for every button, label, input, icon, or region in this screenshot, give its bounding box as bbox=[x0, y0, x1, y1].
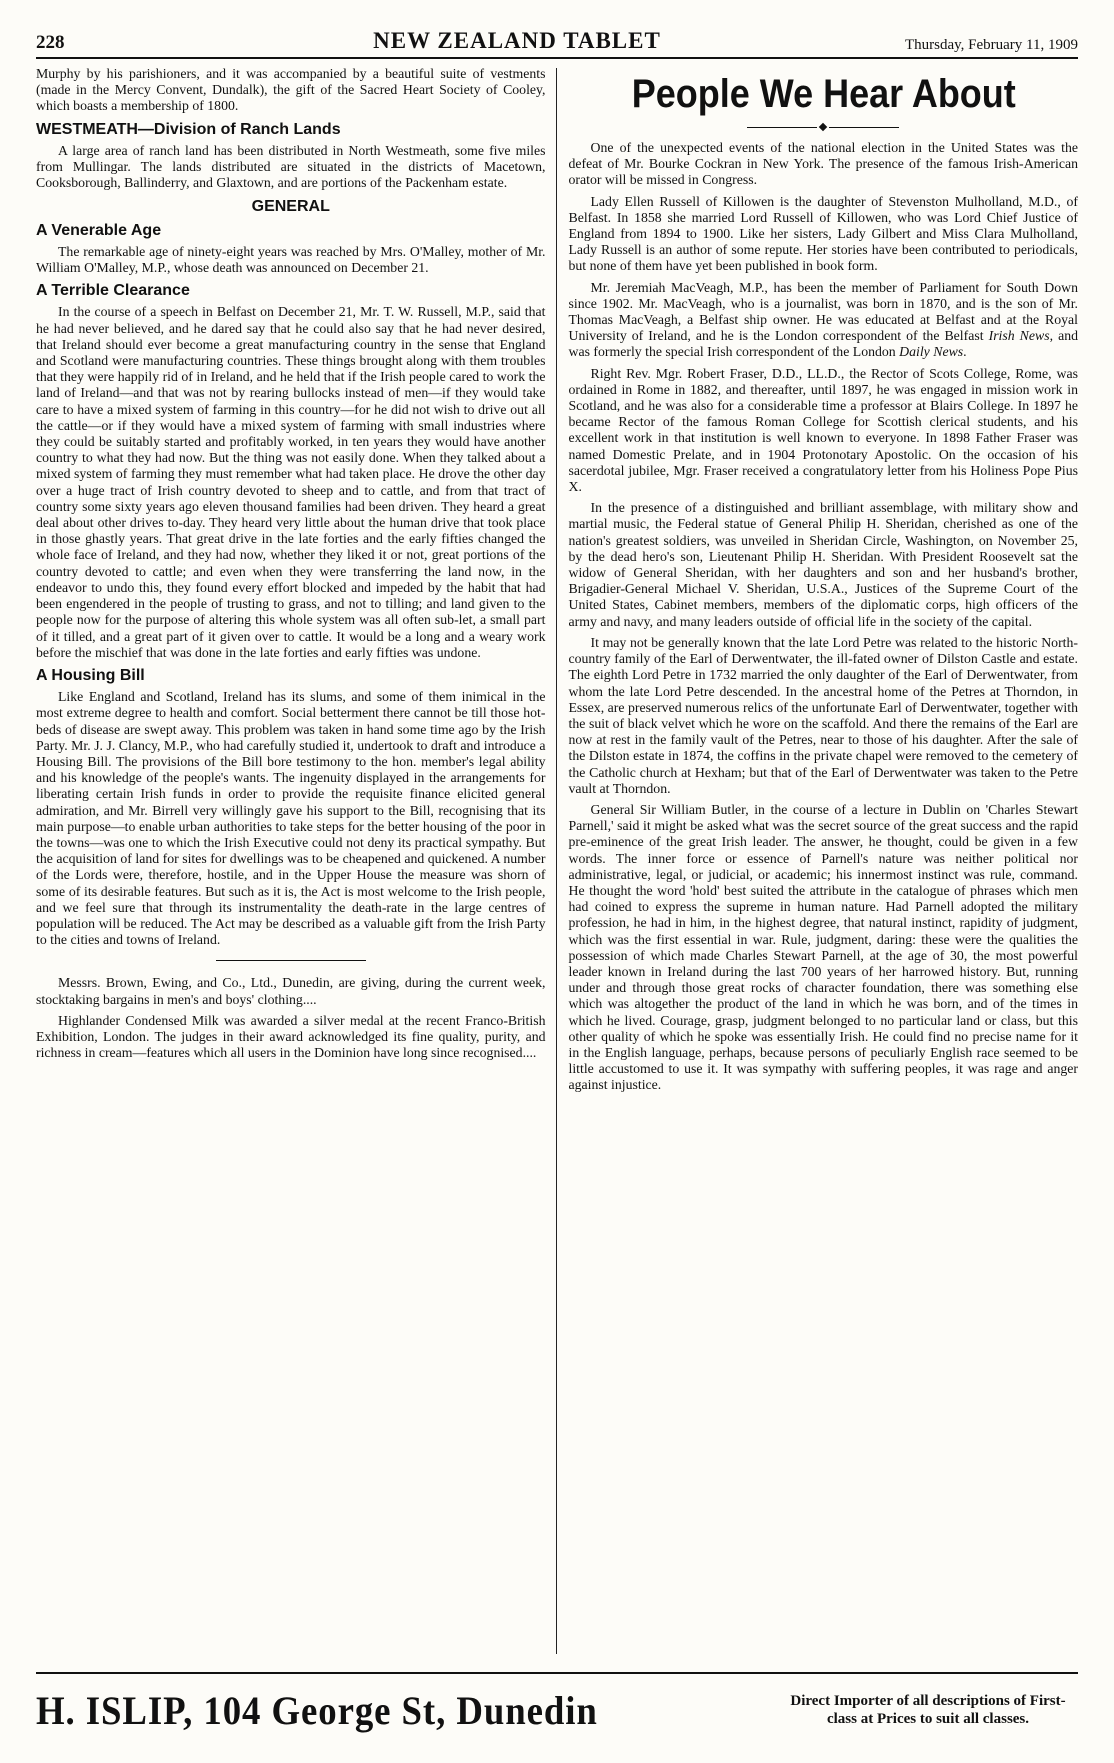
fraser-paragraph: Right Rev. Mgr. Robert Fraser, D.D., LL.D., the Rector of Scots College, Rome, was ordained in Rome in 1882, and thereafter, until 1897, he was engaged in mission work in Scotland, and he was also for a considerable time a professor at Blairs College. In 1897 he became Rector of the famous Roman College for Scottish clerical students, and his excellent work in that institution is well known to everyone. In 1898 Father Fraser was named Domestic Prelate, and in 1904 Protonotary Apostolic. On the occasion of his sacerdotal jubilee, Mgr. Fraser received a congratulatory letter from his Holiness Pope Pius X. bbox=[568, 365, 1078, 495]
venerable-age-heading: A Venerable Age bbox=[36, 221, 162, 239]
venerable-age-paragraph: The remarkable age of ninety-eight years was reached by Mrs. O'Malley, mother of Mr. William O'Malley, M.P., whose death was announced on December 21. bbox=[36, 243, 546, 276]
section-divider bbox=[216, 960, 366, 961]
macveagh-paragraph bbox=[569, 280, 1079, 361]
macveagh-text-end: . bbox=[963, 344, 967, 360]
brown-ewing-notice: Messrs. Brown, Ewing, and Co., Ltd., Dunedin, are giving, during the current week, stocktaking bargains in men's and boys' clothing.... bbox=[36, 975, 546, 1007]
masthead bbox=[36, 24, 1078, 59]
daily-news-title: Daily News bbox=[899, 344, 964, 360]
sheridan-paragraph: In the presence of a distinguished and brilliant assemblage, with military show and martial music, the Federal statue of General Philip H. Sheridan, cherished as one of the nation's greatest soldiers, was unveiled in Sheridan Circle, Washington, on November 25, by the dead hero's son, Lieutenant Philip H. Sheridan. With President Roosevelt sat the widow of General Sheridan, with her daughters and son and her husband's brother, Brigadier-General Michael V. Sheridan, U.S.A., Justices of the Supreme Court of the United States, Cabinet members, members of the diplomatic corps, high officers of the army and navy, and many leaders outside of official life in the society of the capital. bbox=[568, 500, 1078, 629]
general-heading: GENERAL bbox=[251, 198, 330, 216]
housing-bill-paragraph: Like England and Scotland, Ireland has its slums, and some of them inimical in the most extreme degree to health and comfort. Social betterment there cannot be till those hot-beds of disease are swept away. This problem was taken in hand some time ago by the Irish Party. Mr. J. J. Clancy, M.P., who had carefully studied it, undertook to draft and introduce a Housing Bill. The provisions of the Bill bore testimony to the hon. member's legal ability and his knowledge of the people's wants. The ingenuity displayed in the arrangements for liberating certain Irish funds in order to provide the requisite finance elicited general admiration, and Mr. Birrell very willingly gave his support to the Bill, recognising that its main purpose—to enable urban authorities to take steps for the better housing of the poor in the towns—was one to which the Irish Executive could not deny its practical sympathy. But the acquisition of land for sites for dwellings was to be cheapened and quickened. A number of the Lords were, therefore, hostile, and in the Upper House the measure was shorn of some of its desirable features. But such as it is, the Act is most welcome to the Irish people, and we feel sure that through its instrumentality the death-rate in the large centres of population will be reduced. The Act may be described as a valuable gift from the Irish Party to the cities and towns of Ireland. bbox=[36, 689, 546, 948]
macveagh-text-mid: , and was formerly the special Irish correspondent of the London bbox=[568, 328, 1078, 360]
issue-date: Thursday, February 11, 1909 bbox=[904, 37, 1078, 53]
ornament-line-right bbox=[829, 127, 899, 128]
butler-parnell-paragraph: General Sir William Butler, in the course of a lecture in Dublin on 'Charles Stewart Parnell,' said it might be asked what was the secret source of the great success and the rapid pre-eminence of the great Irish leader. The answer, he thought, could be given in a few words. The inner force or essence of Parnell's nature was neither political nor administrative, legal, or judicial, or academic; his innermost instinct was rule, command. He thought the word 'hold' best suited the attribute in the catalogue of phrases which men had coined to express the supreme in human nature. Had Parnell adopted the military profession, he had in him, in the highest degree, that natural instinct, rapidity of judgment, which was the first essential in war. Rule, judgment, daring: these were the qualities the possession of which made Charles Stewart Parnell, at the age of 30, the most powerful leader known in Ireland during the last 700 years of her harrowed history. But, running under and through those great rocks of character foundation, there was something else which was altogether the product of the land in which he was born, and of the times in which he lived. Courage, grasp, judgment belonged to no particular land or class, but this other quality of which he spoke was essentially Irish. He could find no precise name for it in the English language, perhaps, because persons of peculiarly English race seemed to be little accustomed to use it. It was sympathy with suffering peoples, it was rage and anger against injustice. bbox=[568, 801, 1078, 1093]
diamond-icon bbox=[819, 123, 827, 131]
advertiser-tagline: Direct Importer of all descriptions of First-class at Prices to suit all classes. bbox=[790, 1693, 1066, 1727]
left-column bbox=[36, 66, 556, 1656]
people-we-hear-about-title: People We Hear About bbox=[631, 72, 1016, 116]
article-columns bbox=[36, 66, 1078, 1656]
macveagh-text-start: Mr. Jeremiah MacVeagh, M.P., has been the member of Parliament for South Down since 1902. Mr. MacVeagh, who is a journalist, was born in 1870, and is the son of Mr. Thomas MacVeagh, a Belfast ship owner. He was educated at Belfast and at the Royal University of Ireland, and he is the London correspondent of the Belfast bbox=[568, 279, 1078, 344]
lady-russell-paragraph: Lady Ellen Russell of Killowen is the daughter of Stevenston Mulholland, M.D., of Belfast. In 1858 she married Lord Russell of Killowen, who was Lord Chief Justice of England from 1894 to 1900. Like her sisters, Lady Gilbert and Miss Clara Mulholland, Lady Russell is an author of some repute. Her stories have been contributed to periodicals, but none of them have yet been published in book form. bbox=[568, 193, 1078, 274]
ornament-divider bbox=[569, 124, 1079, 130]
publication-title: NEW ZEALAND TABLET bbox=[373, 28, 661, 53]
irish-news-title: Irish News bbox=[988, 328, 1050, 344]
advertiser-name: H. ISLIP, 104 George St, Dunedin bbox=[36, 1687, 598, 1733]
terrible-clearance-paragraph: In the course of a speech in Belfast on December 21, Mr. T. W. Russell, M.P., said that he had never believed, and he dared say that he could also say that he had never desired, that Ireland should ever become a great manufacturing country in the sense that England and Scotland were manufacturing countries. These things brought along with them troubles that they were happily rid of in Ireland, and he held that if the Irish people cared to work the land of Ireland—and that was not by rearing bullocks instead of men—if they would take care to have a mixed system of farming in this country—for he did not wish to drive out all the cattle—or if they would have a mixed system of farming with small industries where they could be suitably started and profitably worked, in ten years they would have another country to what they had now. But the thing was not easily done. When they talked about a mixed system of farming they must remember what had taken place. He drove the other day over a huge tract of Irish country devoted to sheep and to cattle, and from that tract of country some sixty years ago eleven thousand families had been driven. They heard a great deal about other drives to-day. They heard very little about the human drive that took place in those ghastly years. That great drive in the late forties and the early fifties changed the whole face of Ireland, and they had now, whether they liked it or not, great portions of the country devoted to cattle; and even when they were transferring the land now, in the endeavor to undo this, they found every effort blocked and impeded by the habit that had been engendered in the people of trusting to grass, and not to tilling; and land given to the people now for the purpose of altering this whole system was all often sub-let, a small part of it tilled, and a great part of it given over to cattle. It would be a long and a weary work before the mischief that was done in the late forties and early fifties was undone. bbox=[36, 304, 546, 660]
housing-bill-heading: A Housing Bill bbox=[36, 666, 145, 684]
westmeath-paragraph: A large area of ranch land has been distributed in North Westmeath, some five miles from Mullingar. The lands distributed are situated in the districts of Macetown, Cooksborough, Ballinderry, and Glaxtown, and are portions of the Packenham estate. bbox=[36, 142, 546, 191]
page-number: 228 bbox=[36, 32, 65, 53]
cockran-paragraph: One of the unexpected events of the national election in the United States was the defeat of Mr. Bourke Cockran in New York. The presence of the famous Irish-American orator will be missed in Congress. bbox=[568, 140, 1078, 188]
westmeath-heading: WESTMEATH—Division of Ranch Lands bbox=[36, 120, 341, 138]
footer-advertisement bbox=[36, 1672, 1078, 1746]
right-column bbox=[557, 66, 1079, 1656]
intro-paragraph: Murphy by his parishioners, and it was accompanied by a beautiful suite of vestments (made in the Mercy Convent, Dundalk), the gift of the Sacred Heart Society of Cooley, which boasts a membership of 1800. bbox=[36, 66, 546, 114]
petre-paragraph: It may not be generally known that the late Lord Petre was related to the historic North-country family of the Earl of Derwentwater, the ill-fated owner of Dilston Castle and estate. The eighth Lord Petre in 1732 married the only daughter of the Earl of Derwentwater, from whom the late Lord Petre descended. In the ancestral home of the Petres at Thorndon, in Essex, are preserved numerous relics of the unfortunate Earl of Derwentwater, together with the suit of black velvet which he wore on the scaffold. And there the remains of the Earl are now at rest in the family vault of the Petres, near to those of his daughter. After the sale of the Dilston estate in 1874, the coffins in the private chapel were removed to the cemetery of the Catholic church at Hexham; but that of the Earl of Derwentwater was taken to the Petre vault at Thorndon. bbox=[568, 634, 1078, 796]
ornament-line-left bbox=[747, 127, 817, 128]
highlander-milk-notice: Highlander Condensed Milk was awarded a silver medal at the recent Franco-British Exhibition, London. The judges in their award acknowledged its fine quality, purity, and richness in cream—features which all users in the Dominion have long since recognised.... bbox=[36, 1012, 546, 1061]
terrible-clearance-heading: A Terrible Clearance bbox=[36, 282, 190, 300]
